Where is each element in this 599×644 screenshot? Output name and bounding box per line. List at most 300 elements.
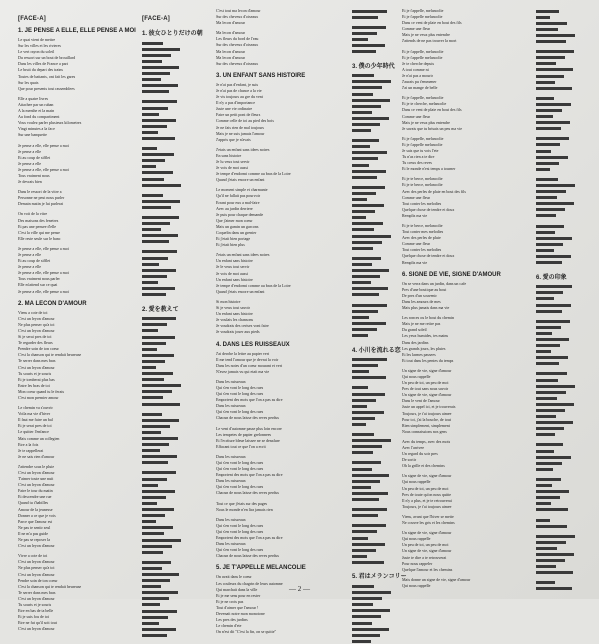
lyric-line: Les tempetes de papier grelonnees — [216, 431, 272, 437]
japanese-glyph-run — [536, 502, 551, 505]
japanese-glyph-run — [536, 168, 550, 171]
japanese-glyph-run — [536, 344, 560, 347]
japanese-glyph-run — [536, 137, 569, 140]
lyric-line: J'appris que je n'avais — [216, 136, 251, 142]
japanese-glyph-run — [142, 526, 173, 529]
lyric-line: C'est un leyon d'amour — [18, 559, 55, 565]
japanese-glyph-run — [352, 281, 371, 284]
japanese-glyph-run — [142, 200, 180, 203]
lyric-line: Qui marchait dans la ville — [216, 586, 258, 592]
lyric-line: Je pense a elle, elle pense a moi — [18, 270, 69, 276]
lyric-line: Et descendre une rue — [18, 494, 52, 500]
japanese-glyph-run — [142, 437, 178, 440]
lyric-lines — [402, 281, 532, 589]
japanese-glyph-run — [142, 317, 176, 320]
japanese-glyph-run — [352, 139, 379, 142]
lyric-line: Un peu de toi, un peu de moi — [402, 485, 449, 491]
japanese-glyph-run — [352, 241, 382, 244]
lyric-line: Si mon histoire — [216, 298, 241, 304]
lyric-line: Les ronces ou le bout du chemin — [402, 315, 454, 321]
lyric-line: Comme une fleur — [402, 194, 430, 200]
japanese-glyph-run — [352, 423, 366, 426]
japanese-glyph-run — [536, 81, 555, 84]
lyric-lines — [352, 73, 398, 339]
japanese-glyph-run — [142, 496, 166, 499]
song-block — [142, 28, 212, 298]
lyric-line: Je vis toujours au gre du vent — [216, 94, 263, 100]
japanese-glyph-run — [352, 640, 371, 643]
japanese-glyph-run — [142, 384, 181, 387]
japanese-glyph-run — [536, 202, 574, 205]
song-block — [352, 571, 407, 644]
lyric-line: Dans les ruisseaux — [216, 453, 246, 459]
japanese-glyph-run — [352, 310, 378, 313]
japanese-glyph-run — [536, 255, 571, 258]
lyric-line: En sans histoire — [216, 152, 242, 158]
japanese-glyph-run — [536, 372, 567, 375]
japanese-glyph-run — [352, 433, 374, 436]
japanese-glyph-run — [142, 372, 173, 375]
song-title: 4. DANS LES RUISSEAUX — [216, 341, 290, 348]
lyric-line: J'etais un enfant sans idees noires — [216, 146, 270, 152]
lyric-line: Parce que l'amour est — [18, 518, 53, 524]
song-block — [352, 61, 398, 339]
japanese-glyph-run — [536, 362, 559, 365]
japanese-glyph-run — [352, 151, 387, 154]
lyric-line: Et je te berce, melancolie — [402, 223, 443, 228]
lyric-line: Ma lecon d'amour — [216, 54, 245, 60]
lyric-line: C'est la chanson qui te rendait heureuse — [18, 352, 82, 358]
lyric-line: Et je t'appelle melancolie — [402, 54, 443, 60]
lyric-line: Quand j'etais encore un enfant — [216, 288, 265, 294]
japanese-glyph-run — [142, 113, 159, 116]
japanese-glyph-run — [536, 225, 564, 228]
lyric-line: C'est un leyon d'amour — [18, 327, 55, 333]
lyric-line: Remplis ma vie — [402, 212, 428, 218]
lyric-line: Pres de toute qu'on nous quitte — [402, 491, 452, 497]
lyric-line: C'est la ville qui me pense — [18, 229, 60, 235]
lyric-line: Et je te berce, melancolie — [402, 176, 443, 182]
japanese-glyph-run — [536, 326, 561, 329]
lyric-line: Je tempe d'endormi comme au bras de la Loire — [216, 171, 291, 177]
lyric-line: Ma lecon d'amour — [216, 30, 245, 36]
lyric-line: Et je me sens pour en rester — [216, 592, 261, 598]
lyric-line: Vous voulez parler plusieurs kilometres — [18, 120, 82, 126]
lyric-line: Le quai vient de mettre — [18, 37, 56, 42]
lyric-line: Avec des perles de plaie en bout des fils — [402, 188, 466, 194]
lyric-line: Sur les villes et les rivieres — [18, 43, 61, 49]
lyric-line: Et je t'appelle, melancolie — [402, 95, 444, 101]
japanese-glyph-run — [536, 62, 556, 65]
lyric-line: Et au coup de sifflet — [18, 154, 51, 160]
lyric-line: Chacun de nous laisse des reves perdus — [216, 553, 279, 559]
lyric-line: Et tout dans les pentes du temps — [402, 357, 454, 363]
lyric-line: Que pour presents tout rassemblees — [18, 85, 75, 91]
lyric-line: Dans le vent de l'amour — [402, 398, 440, 404]
lyric-line: Je pense a elle — [18, 252, 41, 257]
japanese-glyph-run — [352, 549, 376, 552]
song-block — [402, 272, 532, 589]
lyric-line: Qui s'en vont le long des rues — [216, 384, 264, 390]
lyric-line: Le chemin va s'ouvrir — [18, 405, 53, 411]
japanese-glyph-run — [142, 545, 172, 548]
japanese-glyph-run — [352, 176, 377, 179]
lyric-line: Voila ma vie d'hiver — [18, 411, 51, 417]
lyrics-column — [142, 8, 212, 588]
lyric-line: Te serrer dans mes bras — [18, 589, 56, 595]
lyric-line: Quelque chose de tendre et doux — [402, 206, 455, 212]
lyric-line: Au fond du compartiment — [18, 114, 60, 120]
japanese-glyph-run — [536, 150, 551, 153]
japanese-glyph-run — [536, 490, 569, 493]
japanese-glyph-run — [536, 75, 564, 78]
japanese-glyph-run — [142, 72, 170, 75]
song-title: 6. SIGNE DE VIE, SIGNE D'AMOUR — [402, 271, 501, 278]
japanese-glyph-run — [142, 281, 158, 284]
song-block — [216, 73, 348, 336]
japanese-glyph-run — [142, 502, 157, 505]
japanese-glyph-run — [142, 425, 170, 428]
japanese-glyph-run — [352, 498, 379, 501]
lyric-line: Dans ce vent de plaie en bout des fils — [402, 107, 462, 113]
japanese-glyph-run — [352, 210, 375, 213]
lyric-line: Je sais que tu vois l'ete — [402, 147, 439, 153]
japanese-glyph-run — [142, 42, 163, 45]
japanese-glyph-run — [352, 322, 386, 325]
song-block — [216, 8, 348, 67]
lyric-line: C'est un leyon d'amour — [18, 482, 55, 488]
japanese-glyph-run — [536, 40, 566, 43]
japanese-glyph-run — [536, 581, 555, 584]
lyric-line: Le vent d'automne passe plus loin encore — [216, 425, 282, 431]
japanese-glyph-run — [352, 235, 391, 238]
lyric-line: Et je ne crois pas — [216, 598, 244, 604]
japanese-glyph-run — [352, 86, 382, 89]
lyric-line: Les couleurs du chagrin de leurs automne — [216, 580, 283, 586]
japanese-glyph-run — [142, 165, 156, 168]
lyric-line: Ma lecon d'amour — [216, 48, 245, 54]
lyric-line: Mais comme un collegien — [18, 435, 60, 441]
lyric-line: Dans les ruisseaux — [216, 516, 246, 522]
lyric-line: Tout d'aimer que l'amour ! — [216, 604, 259, 610]
japanese-glyph-run — [142, 275, 167, 278]
lyric-line: Et je t'appelle melancolie — [402, 141, 443, 147]
japanese-glyph-run — [142, 228, 161, 231]
lyric-line: Elle a quatre livres — [18, 95, 49, 101]
japanese-glyph-run — [142, 119, 176, 122]
japanese-glyph-run — [352, 222, 383, 225]
lyric-line: Nous connaissions nos gens — [402, 428, 447, 434]
lyric-line: Avec des perles de pluie — [402, 235, 441, 241]
lyric-line: Sur des cheveux d'oiseaux — [216, 60, 259, 66]
lyric-lines — [536, 8, 592, 266]
japanese-glyph-run — [352, 399, 376, 402]
lyric-line: Sur une banquette — [18, 132, 47, 138]
japanese-glyph-run — [536, 304, 571, 307]
lyric-lines — [216, 8, 348, 67]
japanese-glyph-run — [352, 622, 372, 625]
japanese-glyph-run — [352, 609, 390, 612]
japanese-glyph-run — [352, 257, 381, 260]
japanese-glyph-run — [142, 403, 180, 406]
lyric-line: Pour toi, j'ai la bouche, de tout — [402, 416, 451, 422]
lyric-line: Vingt minutes a la face — [18, 126, 55, 132]
japanese-glyph-run — [352, 328, 377, 331]
lyric-line: Et je suis fou de toi — [18, 614, 49, 620]
japanese-glyph-run — [536, 391, 566, 394]
song-block — [216, 565, 348, 635]
lyric-line: Etre ne fut qu'il soit tout — [18, 620, 57, 626]
japanese-glyph-run — [536, 547, 557, 550]
japanese-glyph-run — [142, 66, 179, 69]
japanese-glyph-run — [352, 364, 378, 367]
japanese-glyph-run — [352, 198, 367, 201]
japanese-glyph-run — [536, 427, 564, 430]
lyric-line: Coquelin dans un grenier — [216, 230, 257, 235]
lyrics-column — [536, 8, 592, 588]
japanese-glyph-run — [352, 74, 374, 77]
japanese-glyph-run — [352, 44, 385, 47]
lyric-line: Pendre soin de ton coeur — [18, 577, 58, 583]
song-title: 4. 小川を流れる恋 — [352, 347, 401, 354]
lyric-line: Je te cherche depuis — [402, 60, 435, 66]
song-block — [216, 342, 348, 560]
japanese-glyph-run — [352, 480, 380, 483]
japanese-glyph-run — [352, 93, 373, 96]
lyric-line: J'attends de ne pas trouver la mort — [402, 38, 457, 44]
japanese-glyph-run — [142, 360, 165, 363]
lyric-lines — [18, 37, 130, 295]
lyric-line: De sortir — [402, 457, 417, 463]
lyric-line: Je pense a elle, elle pense a moi — [18, 288, 69, 294]
lyric-line: Tout conter les melodies — [402, 200, 442, 206]
japanese-glyph-run — [142, 329, 158, 332]
lyric-line: Et j'etait bien plus — [216, 242, 245, 248]
lyric-line: Un signe de vie, signe d'amour — [402, 530, 452, 536]
lyric-line: Etre en bas de ta belle — [18, 608, 54, 614]
japanese-glyph-run — [142, 508, 174, 511]
lyric-line: Te serrer dans mes bras — [18, 358, 56, 364]
lyric-line: Je voudrais jouer aux pieds — [216, 329, 260, 335]
japanese-glyph-run — [142, 471, 176, 474]
japanese-glyph-run — [536, 184, 575, 187]
lyric-line: Pres d'une boutique au bout — [402, 286, 447, 292]
lyric-line: Dans ce vent de plaie en bout des fils — [402, 20, 462, 26]
lyric-line: Vivre a cote de toi — [18, 553, 48, 559]
japanese-glyph-run — [536, 320, 570, 323]
japanese-glyph-run — [536, 565, 556, 568]
lyric-line: Tout conter les melodies — [402, 247, 442, 253]
japanese-glyph-run — [352, 164, 369, 167]
lyric-line: C'est un leyon d'amour — [18, 626, 55, 632]
japanese-glyph-run — [142, 597, 169, 600]
japanese-glyph-run — [142, 603, 160, 606]
lyric-line: Je pense a elle — [18, 148, 41, 154]
lyric-line: J'ai derobe la lettre au papier vert — [216, 350, 270, 356]
song-block — [536, 8, 592, 266]
lyric-line: Il me tend l'amour que je devrai la voir — [216, 356, 279, 362]
lyric-line: Et l'ecriture bleue laissee ne se denalure — [216, 437, 280, 443]
lyric-line: Amour de la jeunesse — [18, 506, 53, 512]
japanese-glyph-run — [352, 628, 389, 631]
japanese-glyph-run — [142, 622, 159, 625]
lyric-line: Toutes de battants, ont fait les gares — [18, 73, 76, 79]
lyric-line: Avec du temps, avec des mots — [402, 438, 451, 444]
lyric-line: Un signe de vie, signe d'amour — [402, 548, 452, 554]
lyric-line: Mais plus jamais dans ma vie — [402, 305, 450, 311]
japanese-glyph-run — [142, 514, 165, 517]
lyric-line: Et pas une pensee d'elle — [18, 223, 57, 229]
japanese-glyph-run — [142, 107, 168, 110]
lyric-line: J'attendre sous le pluie — [18, 463, 55, 469]
lyric-line: Et je tomberai plus bas — [18, 376, 55, 382]
lyric-line: De pres d'un souvenir — [402, 292, 437, 298]
japanese-glyph-run — [352, 16, 378, 19]
lyric-line: Et je serai pres de toi — [18, 423, 52, 429]
japanese-glyph-run — [142, 78, 161, 81]
lyrics-column — [18, 8, 136, 632]
japanese-glyph-run — [536, 356, 568, 359]
japanese-glyph-run — [352, 192, 376, 195]
lyric-line: C'est un leyon d'amour — [18, 543, 55, 549]
japanese-glyph-run — [352, 334, 368, 337]
japanese-glyph-run — [142, 443, 169, 446]
japanese-glyph-run — [352, 468, 372, 471]
lyric-line: Je vois de moi aussi — [216, 165, 248, 171]
lyric-line: Comme une fleur — [402, 26, 430, 32]
lyric-lines — [536, 284, 592, 592]
lyric-line: Le bruit du depart des trains — [18, 67, 63, 73]
japanese-glyph-run — [536, 379, 558, 382]
japanese-glyph-run — [536, 87, 572, 90]
japanese-glyph-run — [536, 261, 562, 264]
lyric-line: Les yeux humides, tes mains — [402, 333, 449, 339]
song-block — [18, 28, 136, 295]
japanese-glyph-run — [352, 555, 367, 558]
japanese-glyph-run — [536, 433, 555, 436]
lyric-line: Effacant tout ce que l'on a ecrit — [216, 443, 266, 449]
lyric-line: Remplis ma vie — [402, 259, 428, 265]
japanese-glyph-run — [142, 48, 180, 51]
japanese-glyph-run — [536, 190, 566, 193]
japanese-glyph-run — [142, 461, 168, 464]
japanese-glyph-run — [352, 216, 366, 219]
lyric-line: Qui s'en vont le long des rues — [216, 547, 264, 553]
lyric-line: Sur les quais — [18, 79, 39, 85]
japanese-glyph-run — [142, 90, 169, 93]
lyric-line: Elle m'attend sur ce quai — [18, 282, 58, 288]
lyric-line: Le moment simple et charmante — [216, 187, 268, 193]
lyric-line: Tous vraiment nous — [18, 172, 50, 178]
japanese-glyph-run — [536, 553, 574, 556]
lyric-line: Juste te dire a te retrouverai — [402, 554, 447, 560]
lyric-line: Un signe de vie, signe d'amour — [402, 367, 452, 373]
japanese-glyph-run — [142, 250, 177, 253]
lyric-line: Je le veux tout servir — [216, 264, 250, 270]
lyric-line: Un regard du soir pres — [402, 451, 438, 457]
japanese-glyph-run — [142, 616, 168, 619]
japanese-glyph-run — [142, 628, 176, 631]
lyric-lines — [352, 357, 398, 566]
lyric-line: Le chemin d'ete — [216, 623, 242, 629]
japanese-lyric-line — [352, 559, 398, 565]
japanese-glyph-run — [352, 445, 382, 448]
lyric-line: Dans les villes de France a part — [18, 61, 68, 67]
lyric-line: Un enfant sans histoire — [216, 311, 253, 317]
lyric-line: Comme une fleur — [402, 113, 430, 119]
lyrics-column — [216, 8, 348, 635]
japanese-glyph-run — [352, 603, 373, 606]
lyric-line: Il ne m'a pas guide — [18, 530, 49, 536]
japanese-glyph-run — [536, 285, 572, 288]
lyric-line: C'est mon premier amour — [18, 394, 59, 400]
lyric-line: Ma lecon d'amour — [216, 20, 245, 26]
japanese-glyph-run — [142, 610, 177, 613]
japanese-glyph-run — [536, 16, 550, 19]
japanese-glyph-run — [536, 121, 570, 124]
lyric-line: Qui s'en vont le long des rues — [216, 528, 264, 534]
japanese-glyph-run — [536, 508, 568, 511]
lyric-line: C'est tout ma lecon d'amour — [216, 8, 261, 13]
lyric-line: Quelque chose de tendre et doux — [402, 253, 455, 259]
lyric-line: Qui s'en vont le long des rues — [216, 409, 264, 415]
japanese-glyph-run — [536, 22, 567, 25]
japanese-glyph-run — [142, 60, 162, 63]
lyric-lines — [216, 574, 348, 635]
japanese-glyph-run — [536, 421, 573, 424]
japanese-glyph-run — [536, 214, 556, 217]
lyric-line: Je voudrais des cerises vont faire — [216, 323, 269, 329]
japanese-glyph-run — [352, 287, 388, 290]
japanese-glyph-run — [352, 123, 380, 126]
lyric-line: Et je te berce, melancolie — [402, 182, 443, 188]
lyric-line: Je n'ai pas a mourir — [402, 72, 433, 78]
japanese-glyph-run — [142, 396, 163, 399]
lyric-line: Ne plus penser qu'a toi — [18, 321, 55, 327]
lyric-line: Elle reste seule sur le banc — [18, 235, 61, 241]
lyric-line: Qui s'en vont le long des rues — [216, 391, 264, 397]
song-block — [352, 8, 398, 55]
japanese-glyph-run — [352, 170, 386, 173]
lyric-line: Te regarder des fleurs — [18, 340, 53, 346]
lyric-line: Prendre soin de ton coeur — [18, 346, 59, 352]
japanese-glyph-run — [536, 237, 572, 240]
lyric-line: Ne plus penser qu'a toi — [18, 565, 55, 571]
lyric-line: Je pense a elle — [18, 160, 41, 166]
lyric-line: Ne pas se reposer la — [18, 537, 50, 543]
japanese-glyph-run — [142, 366, 156, 369]
japanese-glyph-run — [142, 131, 158, 134]
lyric-line: Je lu veux tout servir — [216, 158, 250, 164]
japanese-glyph-run — [142, 455, 177, 458]
lyric-line: Mais je ne me retire pas — [402, 321, 441, 327]
japanese-glyph-run — [352, 543, 385, 546]
face-label: [FACE-A] — [142, 16, 170, 22]
japanese-glyph-run — [536, 249, 554, 252]
lyric-line: Je pense a elle, elle pense a moi — [18, 142, 69, 148]
japanese-glyph-run — [352, 269, 389, 272]
japanese-glyph-run — [536, 291, 563, 294]
lyric-line: C'est un leyon d'amour — [18, 470, 55, 475]
lyric-line: Pour nous rappeler — [402, 560, 433, 566]
lyric-line: Et je t'appelle melancolie — [402, 14, 443, 20]
lyric-line: Que j'aimer mon coeur — [216, 217, 253, 223]
lyric-line: N'avez jamais vu qui etait ma vie — [216, 368, 270, 374]
japanese-glyph-run — [536, 397, 557, 400]
japanese-glyph-run — [536, 231, 555, 234]
japanese-glyph-run — [536, 332, 552, 335]
japanese-glyph-run — [142, 216, 179, 219]
